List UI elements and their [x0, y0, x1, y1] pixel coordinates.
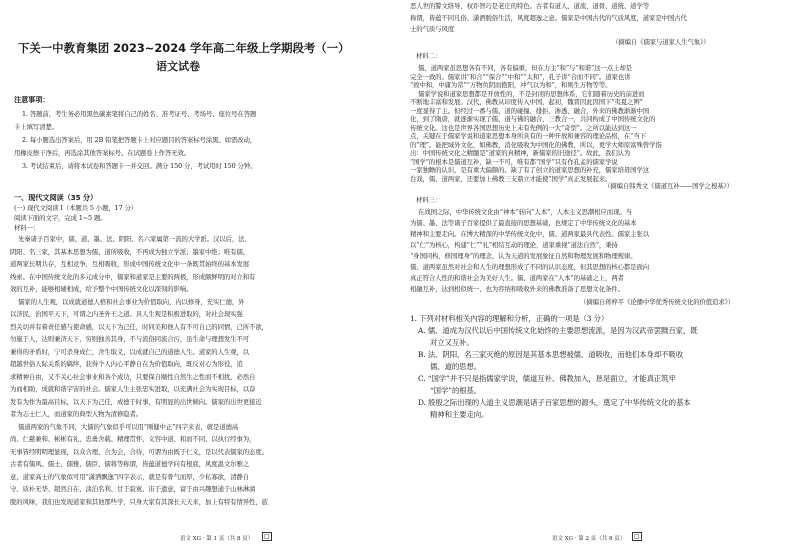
text-line: “致中和，中庸为常”“万物负阴而抱阳，冲气以为和”，和则生万物等等。	[410, 81, 612, 89]
text-line: 真正符合人性的和谐社会为美好人生。儒、道两家在“人本”的基础之上，两者	[410, 274, 624, 282]
text-line: 2. 每小题选出答案后，用 2B 铅笔把答题卡上对应题目的答案标号涂黑。如需改动，	[22, 136, 257, 144]
text-line: 守、质朴无华、超然自在、淡泊名利、甘于寂寞、宙于遗意，富于由兴趣想通于山林淋漓	[10, 485, 256, 493]
text-line: 者为志士仁人，而道家的典型人物为清修隐者。	[10, 410, 143, 418]
text-line: 阴阳、名三家，其基本思想为儒、道所吸收，不再成为独立学派；墨家中绝；唯有儒、	[10, 247, 250, 256]
text-line: 3. 考试结束后，请将本试卷和答题卡一并交回。满分 150 分，考试用时 150 分钟。	[22, 162, 257, 170]
text-line: 儒、道两家虽思想各有不同，各有偏重，但在力主“和”与“和谐”这一点上却是	[418, 64, 632, 72]
text-line: 出：中国传统文化之精髓是“道家的真精神，新儒家的旧途径”。故此，我们认为	[410, 149, 631, 157]
exam-subtitle: 语文试卷	[156, 60, 200, 73]
text-line: 在战国之际，中华传统文化由“神本”转向“人本”，人本主义思潮相应而现。当	[418, 208, 632, 216]
text-line: 古者有儒风、儒士、儒雅、儒臣、儒将等称谓，皆蕴道德学问有根底，风度温文尔雅之	[10, 460, 250, 468]
section-instruction: 阅读下面的文字，完成 1~5 题。	[14, 214, 107, 222]
text-line: 儒家学说和道家思想都是开放性的，不是封闭的思想体系，它们随着历史的前进而	[418, 89, 645, 98]
text-line: 尚、仁慈兼和、彬彬有礼、忠勇舍载、精理贯怀、义容中道、和而不同、以执行经事为，	[10, 435, 256, 443]
text-line: 儒道两家的气象不同，大儒的气象似乎可以用“刚健中正”四字来表，就是道德高	[18, 422, 239, 431]
option-b-cont: 儒、道的思想。	[430, 362, 482, 371]
text-line: 烈关切并有着责任感与使命感，以天下为己任，时同美和他人有不可自已的同情，己所不欲，	[10, 322, 268, 331]
question-1-stem: 1. 下列对材料相关内容的理解和分析，正确的一项是（3 分）	[410, 314, 609, 323]
text-line: 兼得的矛盾时，宁可杀身成仁，舍生取义，以成就自己的道德人生。道家的人生观，以	[10, 347, 250, 356]
option-d-cont: 精神和主要走向。	[430, 410, 489, 419]
text-line: 以济民，治国平天下，可谓之内圣外王之道。具人生观是积极进取的，对社会现实强	[10, 310, 243, 318]
text-line: 为而相助，成就和谐宇宙的社会。儒家人生主张忠实进取，以充满社会为实现目标，以奋	[10, 385, 256, 393]
material-1-label: 材料一：	[14, 224, 40, 232]
text-line: 先秦诸子百家中，儒、道、墨、法、阴阳、名六家属第一流的大学派。汉以后，法、	[18, 235, 251, 243]
page-footer-right: 语文 XG · 第 2 页（共 8 页）	[552, 536, 626, 542]
option-d[interactable]: D. 殷殷之际出现的人道主义思潮是诸子百家思想的源头，奠定了中华传统文化的基本	[418, 398, 691, 407]
text-line: 一度显得了主。但经过一番与儒、道的碰撞、排拒、渗透、融合，外来的佛教渐渐中国	[410, 106, 650, 115]
page-two	[404, 0, 794, 546]
text-line: 的”理”。能把域外文化，如佛教，消化吸收为中国化的佛教，所以，更学大师原富殊曾学指	[410, 140, 662, 149]
text-line: 道两家长期共存，互相竞争，互相吸收，形成中国传统文化中一条既贯始终的基本发展	[10, 260, 250, 268]
text-line: 线索。在中国传统文化的多元成分中，儒家和道家是主要的两极，形成颇鲜明的对立和有	[10, 272, 256, 281]
text-line: 恶人世的警文络导，权诈智巧是老庄的特色。古者有道人、道流、道骨、道统、道学等	[410, 2, 650, 10]
text-line: “身国同构、修国理身”的理念，认为天道的发展象征自然和物理发展和物理规律。	[410, 252, 637, 260]
text-line: 一家独瞻的认识，是有重大偏颇的。缺了有了创立的道家思想的补充，儒家培毋国学这	[410, 166, 650, 174]
option-a-cont: 对立又互补。	[430, 338, 474, 347]
text-line: “国学”的根本是儒道互补，缺一不可，唯有都“国学”只有作孔孟的儒家学说	[410, 157, 618, 166]
attribution-2: （摘编自韩秀文《儒道互补——国学之根基》）	[604, 182, 733, 190]
text-line: 效的互补，能够相辅相成，给予整个中国传统文化以深刻的影响。	[10, 285, 193, 293]
option-c[interactable]: C. “国学”并不只是指儒家学说，儒道互补、佛教加入，恳是面立，才能真正筑牢	[418, 374, 676, 383]
text-line: 完全一致的。儒家讲“和合”“保合”“中和”“太和”，孔子讲“合而不同”。道家也讲	[410, 72, 631, 81]
text-line: 卡上填写清楚。	[14, 123, 59, 131]
option-b[interactable]: B. 法、阴阳、名三家灭绝的原因是其基本思想被儒、道吸收，而他们本身却不吸收	[418, 350, 684, 359]
text-line: 传统文化。这也是世界各国思想历史上未有先例的一大“奇型”。之所以能达到这一	[410, 123, 637, 132]
exam-title: 下关一中教育集团 2023~2024 学年高二年级上学期段考（一）	[18, 41, 350, 55]
text-line: 1. 答题前，考生务必用黑色碳素笔将自己的姓名、准考证号、考场号、座位号在答题	[22, 110, 257, 118]
material-3-label: 材料三：	[416, 196, 442, 204]
option-c-cont: “国学”的根基。	[430, 386, 482, 395]
text-line: 以“仁”为核心，构建“仁”“礼”相结互动的理论，道家重视“道法自然”，秉持	[410, 241, 618, 249]
material-2-label: 材料二：	[416, 52, 442, 60]
text-line: 相融互补，达到相似统一，也为容纳和吸收外来的佛教准备了思想文化条件。	[410, 285, 624, 293]
text-line: 意，道家高士的气象似可用“潇洒飘逸”四字表示，就是有骨气而厚，少私寡欲，清静自	[10, 472, 250, 481]
page-footer-left: 语文 XG · 第 1 页（共 8 页）	[180, 536, 254, 542]
text-line: 化，到了隋唐，就逐渐实现了儒、道与佛的融合，三教合一，共同构成了中国传统文化的	[410, 115, 656, 123]
text-line: 台戏，儒、道两家，还要加上佛教三支鼎立才能使“国学”真正发展起来。	[410, 174, 612, 183]
section-heading: 一、现代文阅读（35 分）	[14, 194, 98, 202]
section-sub: (一) 现代文阅读 I（本题共 5 小题，17 分）	[14, 204, 138, 212]
text-line: 精神和主要走向。在博大精深的中华传统文化中，儒、道两家最具代表性。儒家主张以	[410, 230, 650, 238]
text-line: 儒家的人生观，以成就道德人格和社会事业为价值取向，内以修身，充实仁德，外	[18, 297, 245, 306]
attribution-1: （摘编自《儒家与道家人生气象》）	[612, 38, 710, 46]
notes-heading: 注意事项：	[14, 96, 50, 104]
text-line: 不断地丰富和发展。汉代，佛教从印度传入中国，起初，魏晋因此因国下“夷夏之辨”	[410, 98, 643, 106]
text-line: 勿施于人，达则兼济天下，穷则独善其身，不与流俗同流合污，虽生命与理想发生不可	[10, 335, 250, 343]
option-a[interactable]: A. 儒、道成为汉代以后中国传统文化始终的主要思想流派，是因为汉武帝罢黜百家，既	[418, 326, 698, 335]
barcode-box-right: □	[634, 533, 640, 540]
text-line: 用橡皮擦干净后，再选涂其他答案标号。在试题卷上作答无效。	[14, 149, 191, 157]
barcode-box-left: □	[264, 533, 270, 540]
text-line: 称谓，皆蕴不同凡俗、潇洒脱俗生活，风度超逸之意。儒家是中国古代的气质风度，道家是中国古代	[410, 13, 687, 22]
text-line: 求精神自由，又不关心社会事业和各个成功，只要保自颐性自然生之性而不相扰，必然自	[10, 372, 256, 381]
text-line: 无事皆经明明理显现，以众合理、合为会，合待，可谓为由既于仁义，是以代表儒家的态度。	[10, 447, 268, 456]
text-line: 儒、道两家虽然对社会和人生的理想形成了不同的认识态度，但其思想的核心都是面向	[410, 263, 650, 271]
text-line: 为儒、墨、法等诸子百家提供了最直接的思想基础，也规定了中华传统文化的基本	[410, 219, 637, 227]
text-line: 脱的风味，我们也发现道家和其他那些学，只身大家有其深长天天来，加上有特有情异性，旅	[10, 497, 268, 506]
text-line: 士的气质与风度	[410, 25, 455, 33]
text-line: 超越世俗人际关系的羁绊，获得个人内心平静自在为价值取向，既反对心为形役，追	[10, 360, 243, 368]
attribution-3: （摘编自蒋梓平《论播中华优秀传统文化的价值追求》）	[580, 298, 735, 306]
text-line: 点，关键在于儒家学说和道家思想本身所具有的一种开放和兼容的理论品格，在“当下	[410, 132, 646, 140]
text-line: 发有为作为最高目标，以天下为己任，成德于时事，有明显的出世倾向。儒家的出世更接近	[10, 397, 262, 406]
